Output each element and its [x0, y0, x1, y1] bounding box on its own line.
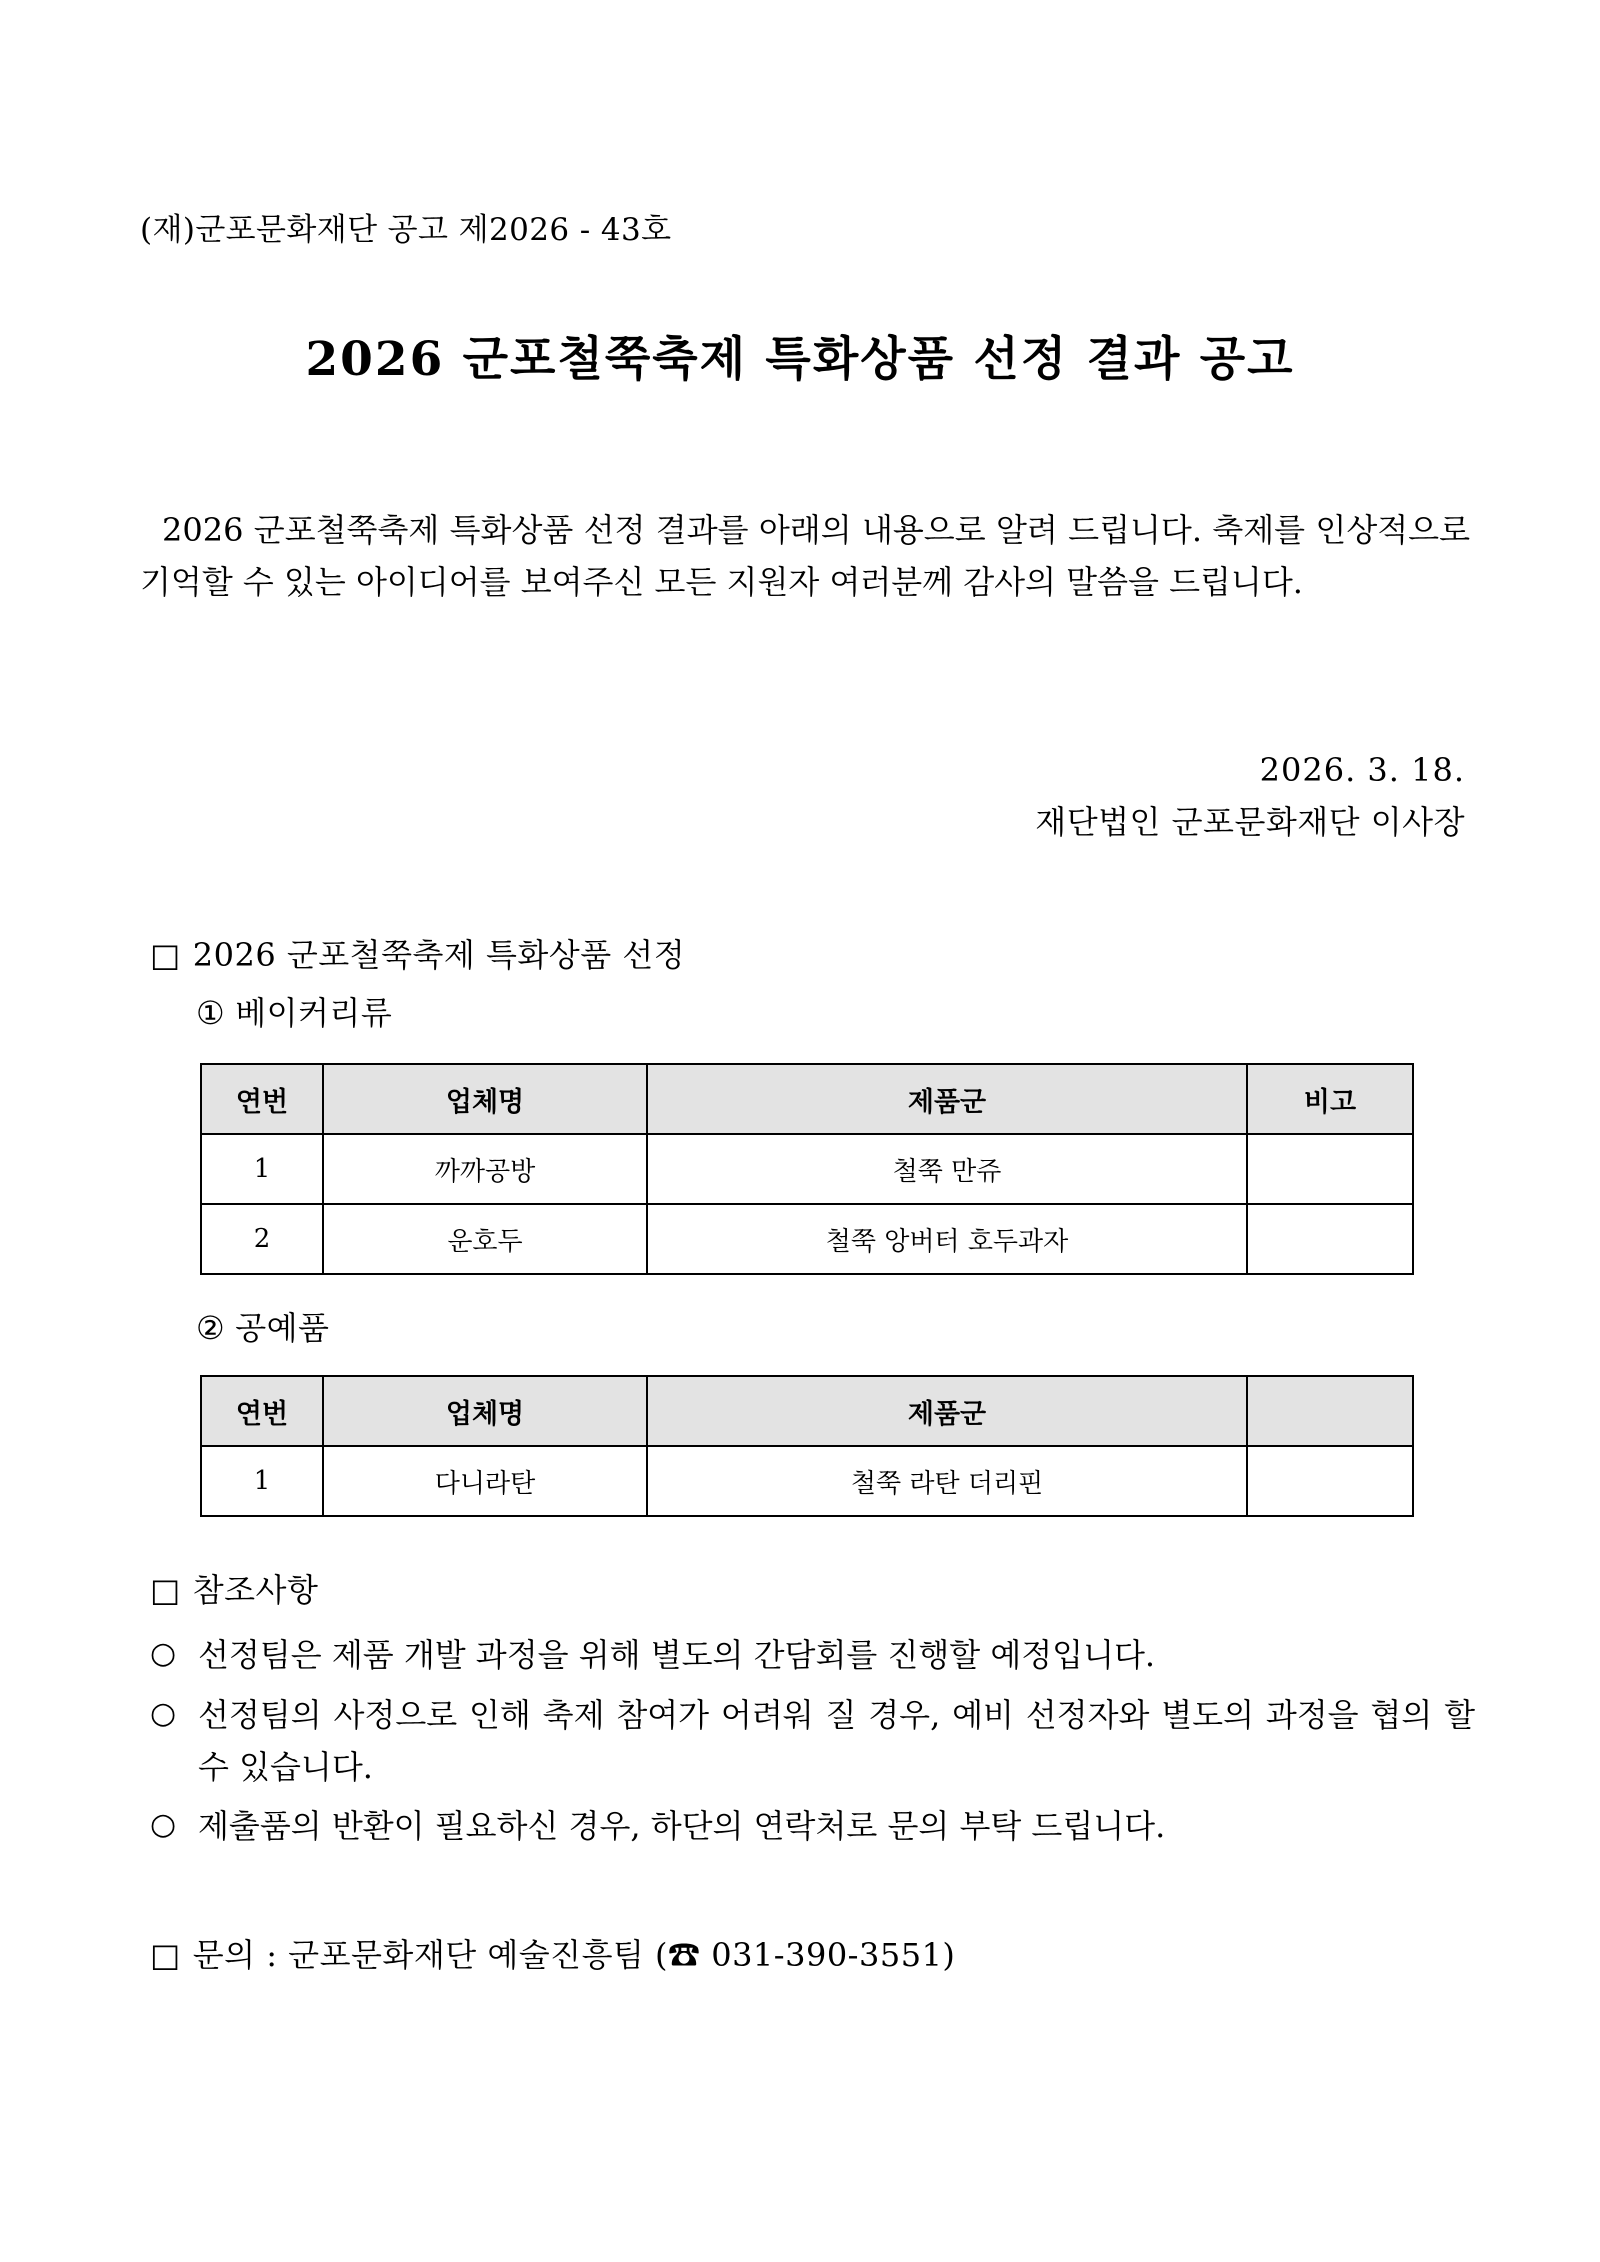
signature-block: [140, 745, 1465, 849]
craft-results-table: [200, 1375, 1414, 1517]
table-header-row: [201, 1376, 1413, 1446]
cell-no: 1: [201, 1446, 323, 1516]
column-header-blank: [1247, 1376, 1413, 1446]
subsection-heading-bakery: [196, 988, 392, 1034]
cell-no: 1: [201, 1134, 323, 1204]
subsection-heading-craft-label: 공예품: [235, 1309, 330, 1347]
list-item-text: 선정팀의 사정으로 인해 축제 참여가 어려워 질 경우, 예비 선정자와 별도의 과정을 협의 할 수 있습니다.: [198, 1695, 1475, 1786]
column-header-no: 연번: [201, 1376, 323, 1446]
subsection-heading-craft: [196, 1303, 329, 1349]
circle-bullet-icon: ○: [150, 1636, 177, 1671]
cell-company: 까까공방: [323, 1134, 647, 1204]
circled-number-one-icon: ①: [196, 994, 226, 1032]
table-row: [201, 1446, 1413, 1516]
list-item-text: 선정팀은 제품 개발 과정을 위해 별도의 간담회를 진행할 예정입니다.: [198, 1636, 1156, 1674]
cell-company: 다니라탄: [323, 1446, 647, 1516]
list-item: [150, 1801, 1475, 1853]
list-item-text: 제출품의 반환이 필요하신 경우, 하단의 연락처로 문의 부탁 드립니다.: [198, 1807, 1166, 1846]
section-heading-selection-label: 2026 군포철쭉축제 특화상품 선정: [192, 936, 686, 974]
circle-bullet-icon: ○: [150, 1695, 177, 1731]
column-header-no: 연번: [201, 1064, 323, 1134]
cell-product: 철쭉 앙버터 호두과자: [647, 1204, 1247, 1274]
column-header-company: 업체명: [323, 1064, 647, 1134]
cell-product: 철쭉 라탄 더리핀: [647, 1446, 1247, 1516]
table-row: [201, 1204, 1413, 1274]
bakery-results-table: [200, 1063, 1414, 1275]
column-header-company: 업체명: [323, 1376, 647, 1446]
cell-no: 2: [201, 1204, 323, 1274]
table-header-row: [201, 1064, 1413, 1134]
square-bullet-icon: □: [150, 936, 181, 974]
cell-memo: [1247, 1204, 1413, 1274]
column-header-product: 제품군: [647, 1376, 1247, 1446]
list-item: [150, 1630, 1475, 1682]
section-heading-selection: [150, 930, 685, 976]
column-header-product: 제품군: [647, 1064, 1247, 1134]
subsection-heading-bakery-label: 베이커리류: [235, 994, 393, 1032]
cell-product: 철쭉 만쥬: [647, 1134, 1247, 1204]
circled-number-two-icon: ②: [196, 1309, 226, 1347]
section-heading-notes: [150, 1565, 318, 1611]
section-heading-notes-label: 참조사항: [192, 1571, 319, 1609]
contact-line: [150, 1930, 955, 1976]
contact-text: 문의 : 군포문화재단 예술진흥팀 (☎ 031-390-3551): [192, 1936, 956, 1974]
square-bullet-icon: □: [150, 1936, 181, 1974]
document-number: (재)군포문화재단 공고 제2026 - 43호: [140, 212, 672, 248]
page-title: 2026 군포철쭉축제 특화상품 선정 결과 공고: [305, 332, 1295, 387]
square-bullet-icon: □: [150, 1571, 181, 1609]
cell-company: 운호두: [323, 1204, 647, 1274]
table-row: [201, 1134, 1413, 1204]
cell-memo: [1247, 1134, 1413, 1204]
notes-list: [150, 1630, 1475, 1861]
column-header-memo: 비고: [1247, 1064, 1413, 1134]
cell-memo: [1247, 1446, 1413, 1516]
intro-paragraph: 2026 군포철쭉축제 특화상품 선정 결과를 아래의 내용으로 알려 드립니다. 축제를 인상적으로 기억할 수 있는 아이디어를 보여주신 모든 지원자 여러분께 감사의 말씀을 드립니다.: [140, 511, 1470, 601]
issue-date: 2026. 3. 18.: [1259, 751, 1465, 789]
circle-bullet-icon: ○: [150, 1807, 177, 1843]
issuer-name: 재단법인 군포문화재단 이사장: [1035, 802, 1465, 841]
list-item: [150, 1690, 1475, 1794]
